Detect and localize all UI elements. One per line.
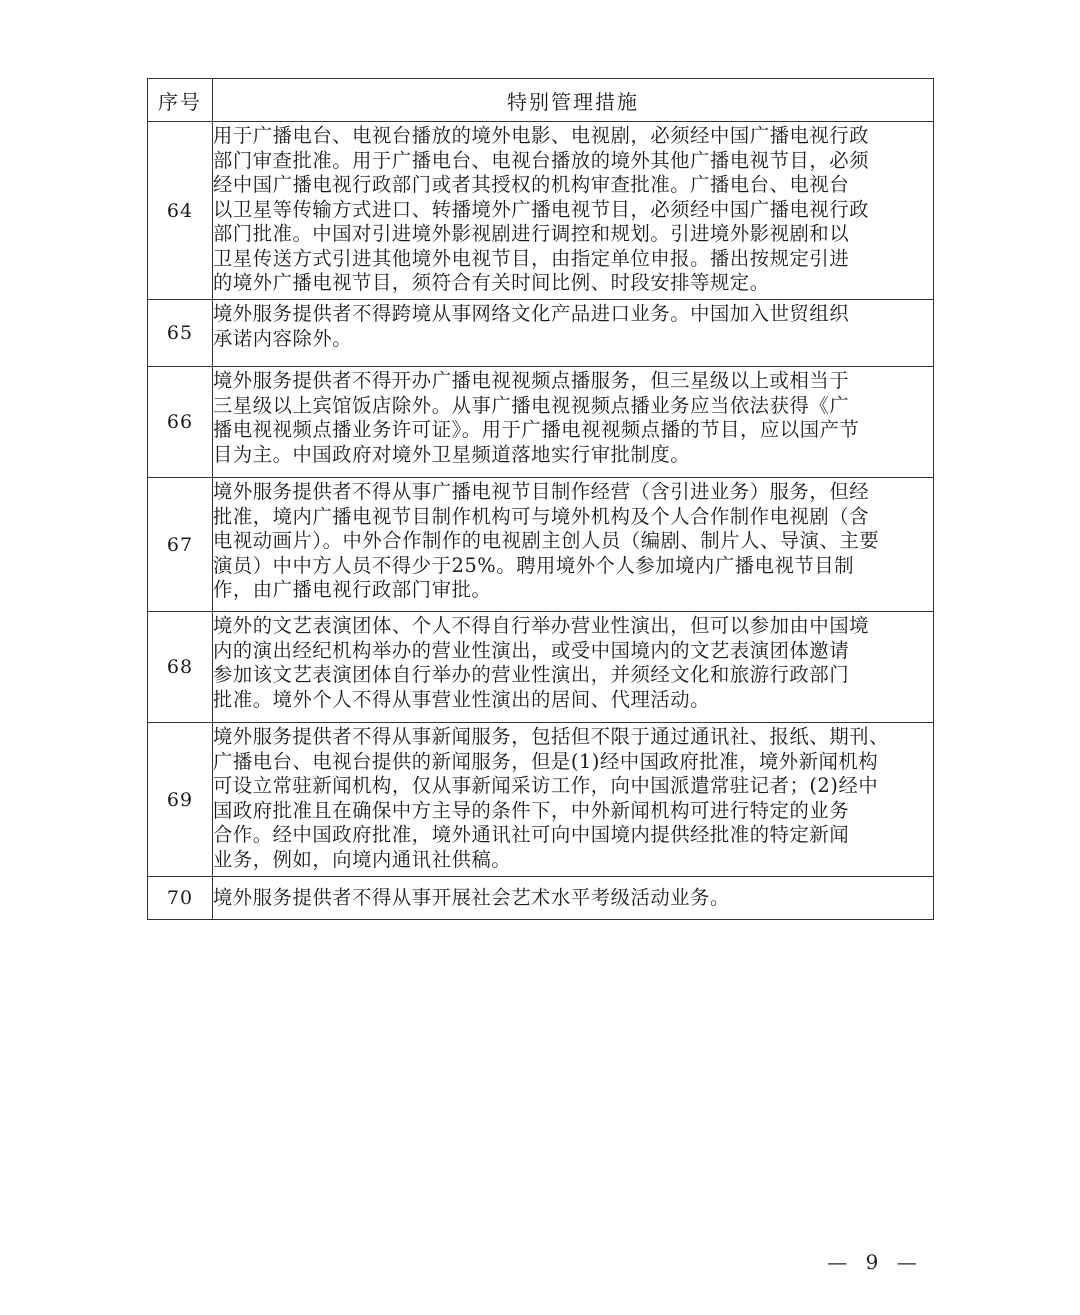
row-measure-text <box>213 612 934 723</box>
row-measure-text <box>213 723 934 877</box>
measure-text-line: 参加该文艺表演团体自行举办的营业性演出，并须经文化和旅游行政部门 <box>213 663 850 686</box>
measure-text-line: 境外服务提供者不得开办广播电视视频点播服务，但三星级以上或相当于 <box>213 369 850 392</box>
table-row <box>148 612 934 723</box>
measure-text-line: 批准，境内广播电视节目制作机构可与境外机构及个人合作制作电视剧（含 <box>213 504 870 528</box>
measure-text-line: 部门审查批准。用于广播电台、电视台播放的境外其他广播电视节目，必须 <box>213 148 870 172</box>
measure-text-line: 境外服务提供者不得跨境从事网络文化产品进口业务。中国加入世贸组织 <box>213 302 850 325</box>
measure-text-line: 可设立常驻新闻机构，仅从事新闻采访工作，向中国派遣常驻记者；(2)经中 <box>213 774 879 797</box>
measure-text-line: 播电视视频点播业务许可证》。用于广播电视视频点播的节目，应以国产节 <box>213 418 860 441</box>
header-special-measures: 特别管理措施 <box>213 79 934 122</box>
measure-text-line: 批准。境外个人不得从事营业性演出的居间、代理活动。 <box>213 687 711 711</box>
row-serial-number: 69 <box>148 723 213 877</box>
measure-text-line: 境外服务提供者不得从事开展社会艺术水平考级活动业务。 <box>213 885 730 909</box>
measure-text-line: 以卫星等传输方式进口、转播境外广播电视节目，必须经中国广播电视行政 <box>213 197 870 221</box>
measure-text-line: 境外的文艺表演团体、个人不得自行举办营业性演出，但可以参加由中国境 <box>213 614 870 637</box>
row-measure-text <box>213 122 934 300</box>
table-row <box>148 723 934 877</box>
measure-text-line: 电视动画片）。中外合作制作的电视剧主创人员（编剧、制片人、导演、主要 <box>213 529 880 552</box>
table-header-row <box>148 79 934 122</box>
page-number: — 9 — <box>827 1250 923 1274</box>
measure-text-line: 境外服务提供者不得从事广播电视节目制作经营（含引进业务）服务，但经 <box>213 480 870 503</box>
measure-text-line: 合作。经中国政府批准，境外通讯社可向中国境内提供经批准的特定新闻 <box>213 823 850 846</box>
row-serial-number: 67 <box>148 478 213 612</box>
measure-text-line: 卫星传送方式引进其他境外电视节目，由指定单位申报。播出按规定引进 <box>213 246 850 270</box>
row-serial-number: 68 <box>148 612 213 723</box>
measure-text-line: 目为主。中国政府对境外卫星频道落地实行审批制度。 <box>213 442 691 466</box>
row-serial-number: 66 <box>148 367 213 478</box>
row-serial-number: 64 <box>148 122 213 300</box>
measure-text-line: 作，由广播电视行政部门审批。 <box>213 578 492 601</box>
table-row <box>148 300 934 367</box>
measure-text-line: 用于广播电台、电视台播放的境外电影、电视剧，必须经中国广播电视行政 <box>213 124 870 147</box>
table-row <box>148 367 934 478</box>
row-serial-number: 65 <box>148 300 213 367</box>
measure-text-line: 广播电台、电视台提供的新闻服务，但是(1)经中国政府批准，境外新闻机构 <box>213 749 879 773</box>
measure-text-line: 部门批准。中国对引进境外影视剧进行调控和规划。引进境外影视剧和以 <box>213 222 850 245</box>
table-row <box>148 122 934 300</box>
measure-text-line: 三星级以上宾馆饭店除外。从事广播电视视频点播业务应当依法获得《广 <box>213 393 850 417</box>
row-measure-text <box>213 367 934 478</box>
measure-text-line: 的境外广播电视节目，须符合有关时间比例、时段安排等规定。 <box>213 271 770 294</box>
measure-text-line: 境外服务提供者不得从事新闻服务，包括但不限于通过通讯社、报纸、期刊、 <box>213 725 889 748</box>
row-measure-text <box>213 877 934 920</box>
measure-text-line: 承诺内容除外。 <box>213 326 353 350</box>
row-serial-number: 70 <box>148 877 213 920</box>
table-row <box>148 478 934 612</box>
measure-text-line: 国政府批准且在确保中方主导的条件下，中外新闻机构可进行特定的业务 <box>213 798 850 822</box>
measure-text-line: 经中国广播电视行政部门或者其授权的机构审查批准。广播电台、电视台 <box>213 173 850 196</box>
table-row <box>148 877 934 920</box>
row-measure-text <box>213 478 934 612</box>
header-serial-number: 序号 <box>148 79 213 122</box>
row-measure-text <box>213 300 934 367</box>
special-measures-table <box>147 78 934 920</box>
measure-text-line: 内的演出经纪机构举办的营业性演出，或受中国境内的文艺表演团体邀请 <box>213 638 850 662</box>
measure-text-line: 演员）中中方人员不得少于25%。聘用境外个人参加境内广播电视节目制 <box>213 553 855 577</box>
measure-text-line: 业务，例如，向境内通讯社供稿。 <box>213 847 512 871</box>
